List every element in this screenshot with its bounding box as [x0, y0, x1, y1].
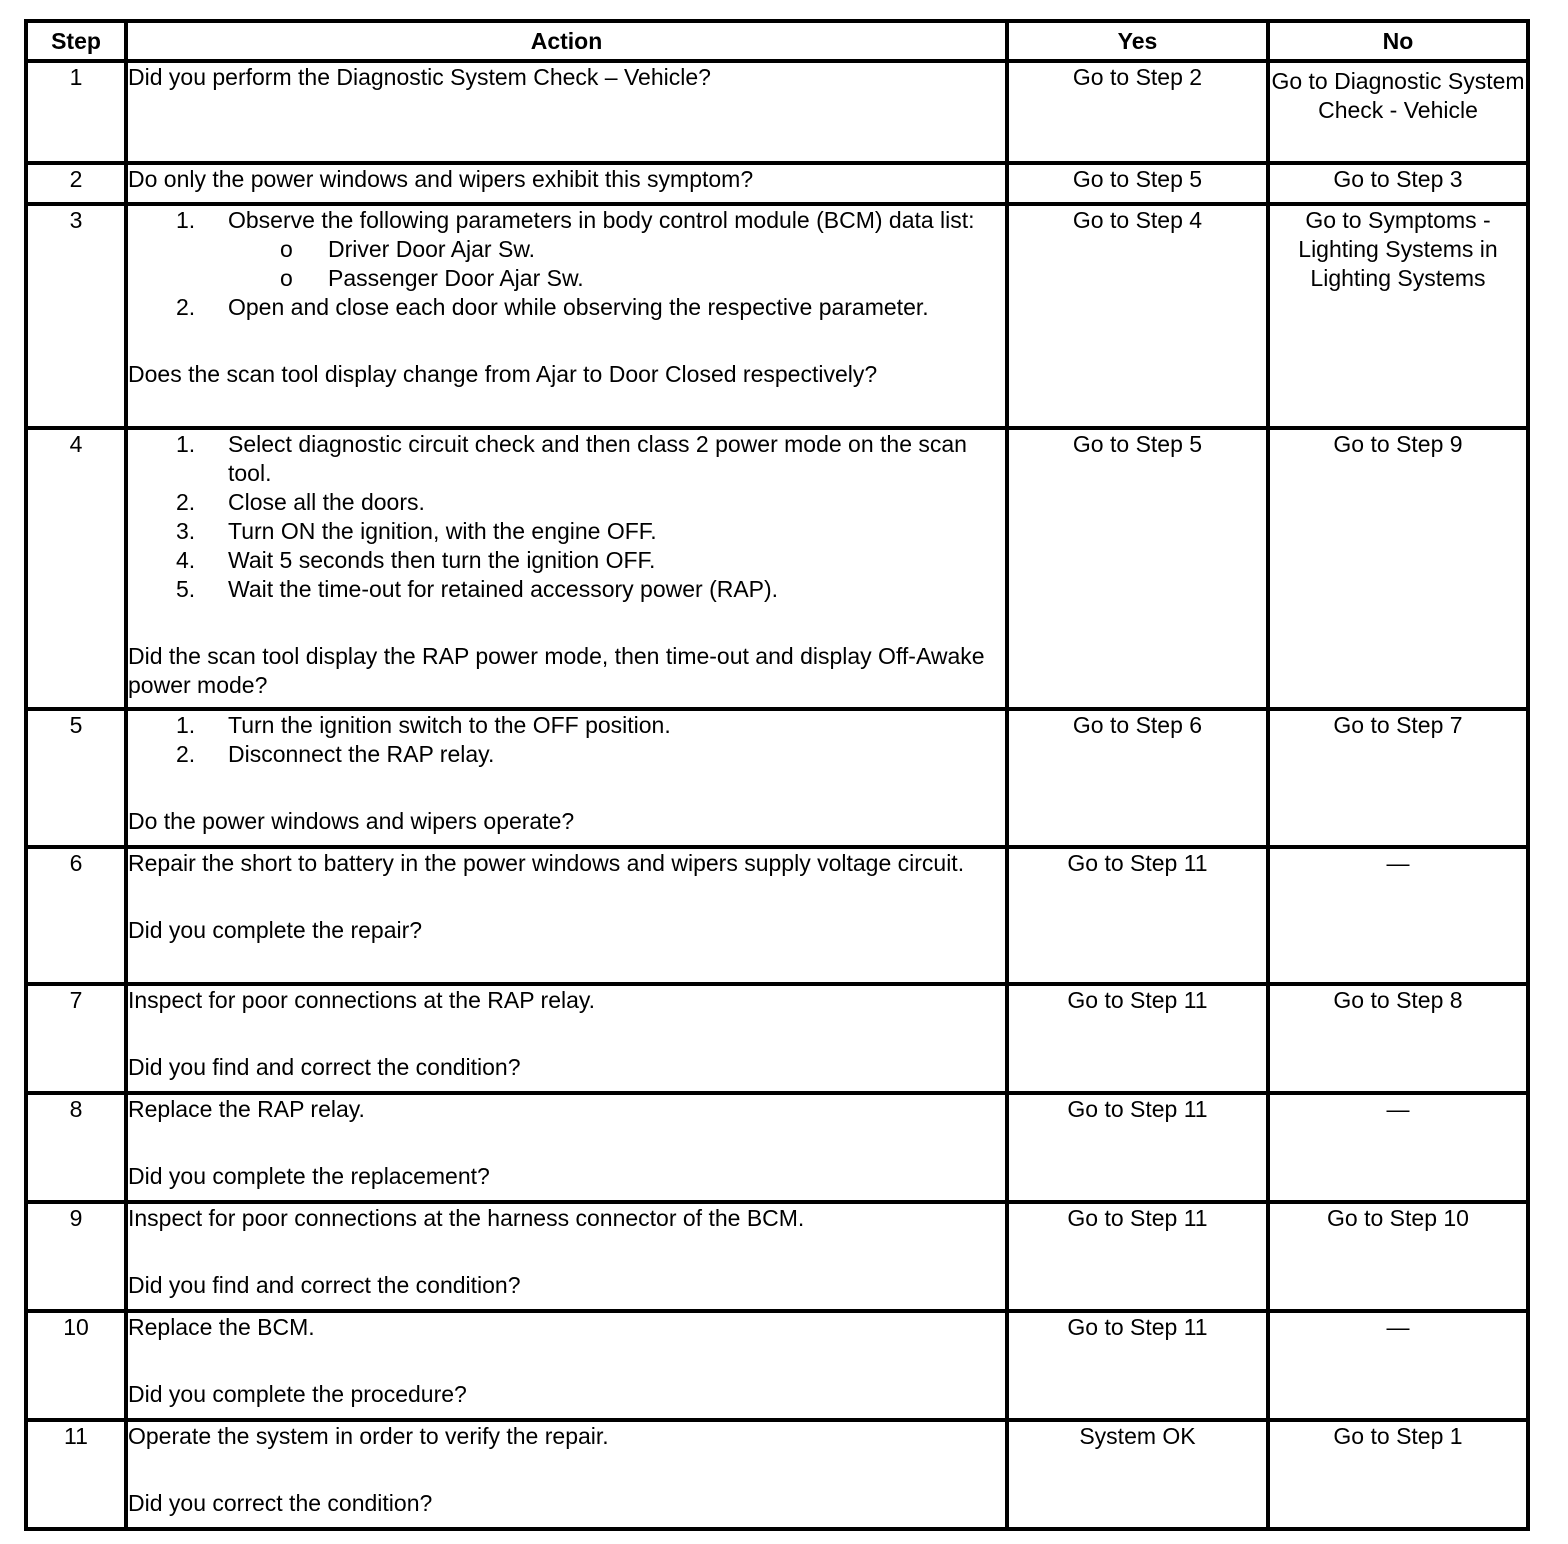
no-result: Go to Step 7 — [1268, 709, 1528, 847]
instruction-list — [128, 711, 1005, 769]
instruction-item — [128, 740, 1005, 769]
action-cell — [126, 1420, 1007, 1529]
step-number: 10 — [26, 1311, 126, 1420]
instruction-item — [128, 430, 1005, 488]
action-question: Did you correct the condition? — [128, 1490, 433, 1516]
action-question: Did you complete the repair? — [128, 917, 423, 943]
instruction-number: 3. — [176, 518, 196, 544]
sub-text: Passenger Door Ajar Sw. — [328, 265, 584, 291]
header-action: Action — [126, 21, 1007, 61]
instruction-text: Wait 5 seconds then turn the ignition OFF. — [228, 547, 656, 573]
table-row — [26, 1420, 1528, 1529]
instruction-text: Turn ON the ignition, with the engine OFF. — [228, 518, 657, 544]
instruction-number: 5. — [176, 576, 196, 602]
no-result: — — [1268, 1093, 1528, 1202]
yes-result: Go to Step 11 — [1007, 1093, 1268, 1202]
instruction-list — [128, 206, 1005, 322]
yes-result: Go to Step 2 — [1007, 61, 1268, 163]
action-question: Did you complete the procedure? — [128, 1381, 467, 1407]
sub-item — [128, 264, 1005, 293]
instruction-number: 1. — [176, 207, 196, 233]
no-result: Go to Step 10 — [1268, 1202, 1528, 1311]
action-question: Do only the power windows and wipers exhibit this symptom? — [128, 166, 754, 192]
table-row — [26, 61, 1528, 163]
instruction-item — [128, 517, 1005, 546]
step-number: 1 — [26, 61, 126, 163]
action-cell — [126, 1202, 1007, 1311]
instruction-text: Select diagnostic circuit check and then class 2 power mode on the scan tool. — [228, 431, 967, 486]
action-cell — [126, 61, 1007, 163]
action-cell — [126, 847, 1007, 984]
step-number: 3 — [26, 204, 126, 428]
action-cell — [126, 1311, 1007, 1420]
no-result: — — [1268, 847, 1528, 984]
instruction-item — [128, 546, 1005, 575]
header-step: Step — [26, 21, 126, 61]
action-question: Did you find and correct the condition? — [128, 1054, 521, 1080]
action-cell — [126, 204, 1007, 428]
table-row — [26, 1311, 1528, 1420]
yes-result: Go to Step 5 — [1007, 163, 1268, 204]
no-result: Go to Symptoms - Lighting Systems in Lighting Systems — [1268, 204, 1528, 428]
sub-bullet: o — [280, 265, 293, 291]
action-question: Do the power windows and wipers operate? — [128, 808, 575, 834]
table-row — [26, 428, 1528, 709]
yes-result: Go to Step 6 — [1007, 709, 1268, 847]
instruction-item — [128, 488, 1005, 517]
no-result: Go to Step 1 — [1268, 1420, 1528, 1529]
instruction-item — [128, 711, 1005, 740]
instruction-number: 1. — [176, 712, 196, 738]
header-yes: Yes — [1007, 21, 1268, 61]
instruction-list — [128, 430, 1005, 604]
action-cell — [126, 163, 1007, 204]
table-row — [26, 163, 1528, 204]
diagnostic-table — [24, 19, 1530, 1531]
instruction-number: 2. — [176, 294, 196, 320]
action-cell — [126, 709, 1007, 847]
header-no: No — [1268, 21, 1528, 61]
instruction-item — [128, 206, 1005, 235]
instruction-text: Turn the ignition switch to the OFF position. — [228, 712, 671, 738]
sub-item — [128, 235, 1005, 264]
table-row — [26, 204, 1528, 428]
table-row — [26, 847, 1528, 984]
no-result: Go to Step 3 — [1268, 163, 1528, 204]
no-result: Go to Step 9 — [1268, 428, 1528, 709]
action-cell — [126, 428, 1007, 709]
table-row — [26, 1202, 1528, 1311]
step-number: 2 — [26, 163, 126, 204]
yes-result: Go to Step 5 — [1007, 428, 1268, 709]
step-number: 8 — [26, 1093, 126, 1202]
action-question: Did you complete the replacement? — [128, 1163, 490, 1189]
step-number: 7 — [26, 984, 126, 1093]
action-cell — [126, 984, 1007, 1093]
step-number: 9 — [26, 1202, 126, 1311]
instruction-number: 1. — [176, 431, 196, 457]
step-number: 6 — [26, 847, 126, 984]
instruction-text: Open and close each door while observing the respective parameter. — [228, 294, 929, 320]
no-result: — — [1268, 1311, 1528, 1420]
action-instruction: Repair the short to battery in the power windows and wipers supply voltage circuit. — [128, 850, 965, 876]
yes-result: System OK — [1007, 1420, 1268, 1529]
action-instruction: Operate the system in order to verify the repair. — [128, 1423, 609, 1449]
yes-result: Go to Step 4 — [1007, 204, 1268, 428]
header-row — [26, 21, 1528, 61]
action-question: Did the scan tool display the RAP power mode, then time-out and display Off-Awake power mode? — [128, 643, 985, 698]
table-row — [26, 709, 1528, 847]
step-number: 11 — [26, 1420, 126, 1529]
instruction-item — [128, 293, 1005, 322]
yes-result: Go to Step 11 — [1007, 1311, 1268, 1420]
table-row — [26, 1093, 1528, 1202]
instruction-text: Close all the doors. — [228, 489, 425, 515]
yes-result: Go to Step 11 — [1007, 847, 1268, 984]
step-number: 5 — [26, 709, 126, 847]
step-number: 4 — [26, 428, 126, 709]
no-result: Go to Diagnostic System Check - Vehicle — [1268, 61, 1528, 163]
no-result: Go to Step 8 — [1268, 984, 1528, 1093]
action-question: Did you perform the Diagnostic System Check – Vehicle? — [128, 64, 711, 90]
instruction-number: 4. — [176, 547, 196, 573]
instruction-text: Observe the following parameters in body control module (BCM) data list: — [228, 207, 975, 233]
action-question: Did you find and correct the condition? — [128, 1272, 521, 1298]
sub-text: Driver Door Ajar Sw. — [328, 236, 536, 262]
instruction-item — [128, 575, 1005, 604]
table-row — [26, 984, 1528, 1093]
action-question: Does the scan tool display change from Ajar to Door Closed respectively? — [128, 361, 878, 387]
yes-result: Go to Step 11 — [1007, 984, 1268, 1093]
action-instruction: Replace the BCM. — [128, 1314, 315, 1340]
instruction-text: Wait the time-out for retained accessory power (RAP). — [228, 576, 779, 602]
action-instruction: Replace the RAP relay. — [128, 1096, 365, 1122]
action-instruction: Inspect for poor connections at the harness connector of the BCM. — [128, 1205, 805, 1231]
action-instruction: Inspect for poor connections at the RAP relay. — [128, 987, 596, 1013]
instruction-text: Disconnect the RAP relay. — [228, 741, 495, 767]
instruction-number: 2. — [176, 741, 196, 767]
action-cell — [126, 1093, 1007, 1202]
sub-bullet: o — [280, 236, 293, 262]
yes-result: Go to Step 11 — [1007, 1202, 1268, 1311]
instruction-number: 2. — [176, 489, 196, 515]
